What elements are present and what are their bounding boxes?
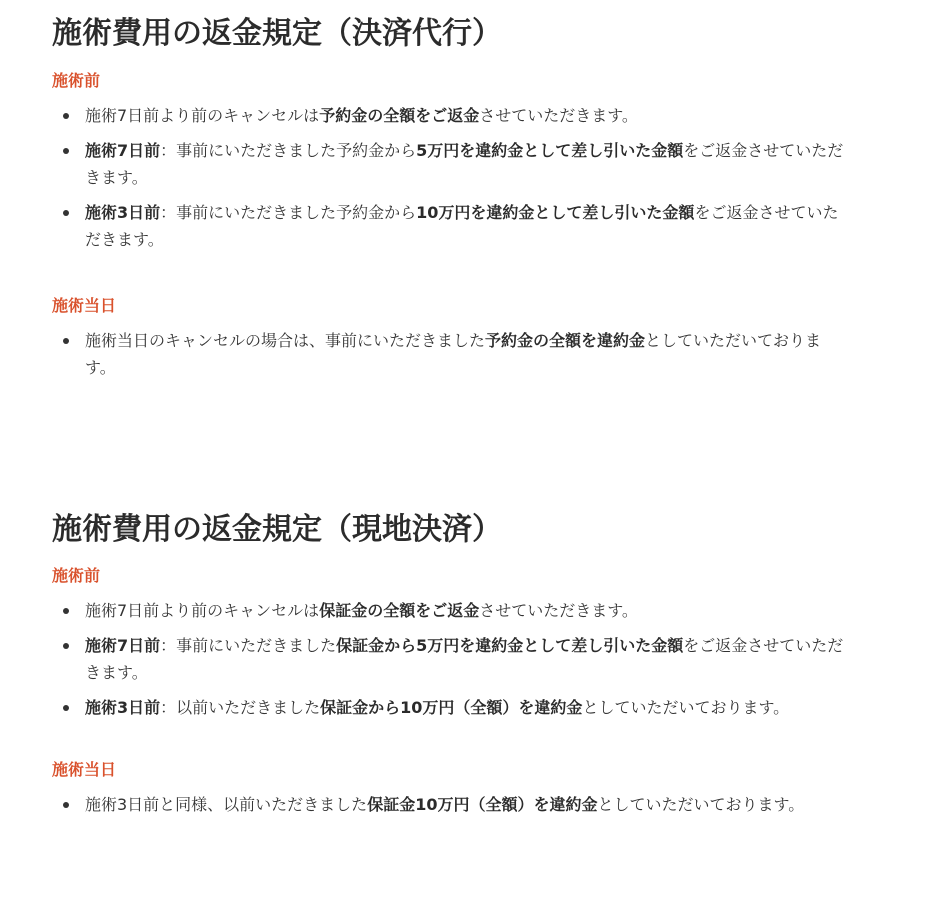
item-text: させていただきます。 [479, 106, 638, 125]
item-emphasis: 予約金の全額を違約金 [485, 331, 646, 350]
section-title: 施術費用の返金規定（決済代行） [52, 16, 502, 51]
list-item [52, 694, 845, 721]
item-text: ：事前にいただきました予約金から [160, 141, 417, 160]
subheading-treatment-day: 施術当日 [52, 296, 117, 315]
item-text: させていただきます。 [479, 601, 638, 620]
before-treatment-list [52, 102, 852, 253]
subheading-before-treatment: 施術前 [52, 71, 101, 90]
item-bold-lead: 施術7日前 [85, 636, 161, 655]
refund-section-payment-agency [52, 12, 852, 381]
item-text: ：以前いただきました [160, 698, 321, 717]
item-bold-lead: 施術3日前 [85, 698, 161, 717]
before-treatment-list [52, 597, 852, 721]
treatment-day-list [52, 327, 852, 381]
item-bold-lead: 施術3日前 [85, 203, 161, 222]
item-text: 施術7日前より前のキャンセルは [85, 601, 320, 620]
item-emphasis: 保証金10万円（全額）を違約金 [367, 795, 598, 814]
list-item [52, 597, 845, 624]
item-emphasis: 5万円を違約金として差し引いた金額 [416, 141, 684, 160]
refund-section-onsite-payment [52, 508, 852, 818]
item-text: としていただいております。 [597, 795, 805, 814]
item-text: ：事前にいただきました [160, 636, 337, 655]
item-text: をご返金させていただきます。 [85, 141, 844, 187]
list-item [52, 199, 845, 253]
list-item [52, 137, 845, 191]
item-emphasis: 保証金から10万円（全額）を違約金 [320, 698, 583, 717]
list-item [52, 632, 845, 686]
treatment-day-list [52, 791, 852, 818]
item-text: としていただいております。 [582, 698, 790, 717]
list-item [52, 327, 845, 381]
item-text: としていただいております。 [85, 331, 822, 377]
item-bold-lead: 施術7日前 [85, 141, 161, 160]
item-text: ：事前にいただきました予約金から [160, 203, 417, 222]
subheading-treatment-day: 施術当日 [52, 760, 117, 779]
item-text: をご返金させていただきます。 [85, 636, 844, 682]
section-title: 施術費用の返金規定（現地決済） [52, 512, 502, 547]
item-emphasis: 保証金の全額をご返金 [319, 601, 480, 620]
item-text: 施術7日前より前のキャンセルは [85, 106, 320, 125]
item-emphasis: 予約金の全額をご返金 [319, 106, 480, 125]
item-emphasis: 保証金から5万円を違約金として差し引いた金額 [336, 636, 684, 655]
subheading-before-treatment: 施術前 [52, 566, 101, 585]
list-item [52, 791, 845, 818]
item-text: をご返金させていただきます。 [85, 203, 839, 249]
item-text: 施術当日のキャンセルの場合は、事前にいただきました [85, 331, 486, 350]
item-emphasis: 10万円を違約金として差し引いた金額 [416, 203, 695, 222]
list-item [52, 102, 845, 129]
item-text: 施術3日前と同様、以前いただきました [85, 795, 368, 814]
